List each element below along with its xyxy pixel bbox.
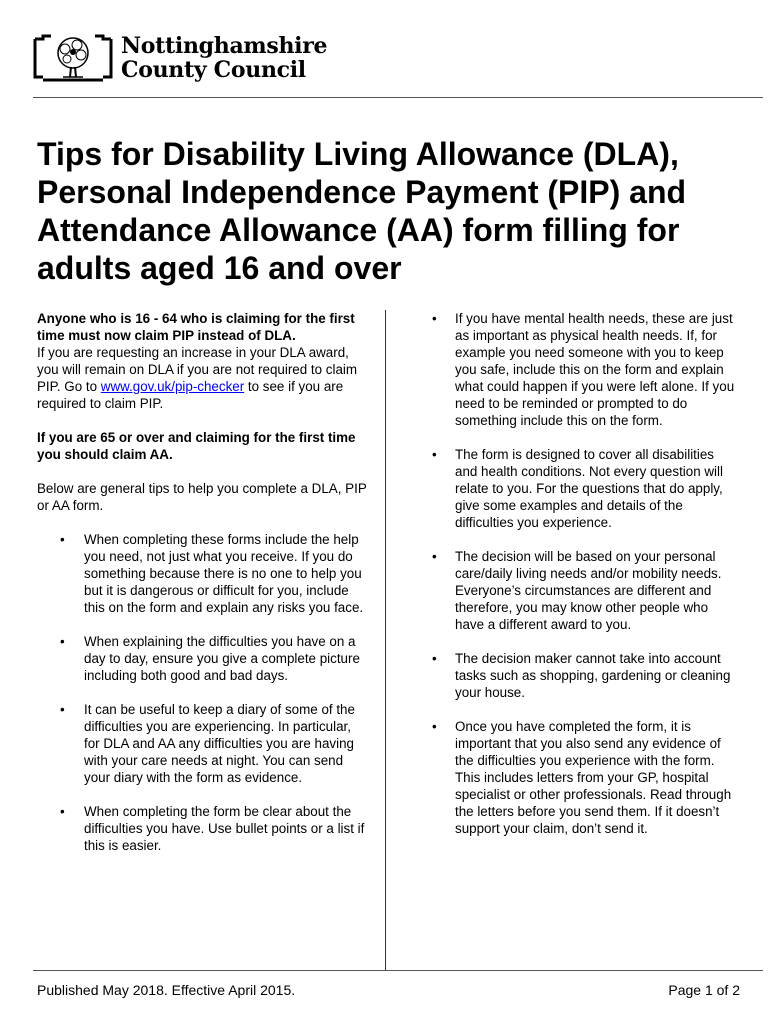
list-item: • Once you have completed the form, it is important that you also send any evidence of the difficulties you experience with the form. This includes letters from your GP, hospital specialist or other professionals. Read through the letters before you send them. If it doesn’t support your claim, don’t send it. bbox=[428, 718, 738, 837]
list-item: • When explaining the difficulties you have on a day to day, ensure you give a complete picture including both good and bad days. bbox=[37, 633, 367, 684]
org-name-line-1: Nottinghamshire bbox=[121, 33, 328, 59]
organisation-name bbox=[121, 34, 327, 82]
pip-eligibility-notice: Anyone who is 16 - 64 who is claiming for the first time must now claim PIP instead of DLA. bbox=[37, 311, 355, 343]
oak-tree-logo-icon bbox=[33, 33, 113, 83]
dla-increase-paragraph bbox=[37, 344, 367, 412]
header bbox=[33, 33, 761, 93]
pip-checker-link[interactable]: www.gov.uk/pip-checker bbox=[100, 379, 245, 394]
footer-divider bbox=[33, 970, 763, 971]
list-item: • It can be useful to keep a diary of some of the difficulties you are experiencing. In particular, for DLA and AA any difficulties you are having with your care needs at night. You can send your diary with the form as evidence. bbox=[37, 701, 367, 786]
right-column bbox=[428, 310, 738, 854]
aa-eligibility-notice: If you are 65 or over and claiming for the first time you should claim AA. bbox=[37, 430, 356, 462]
general-tips-intro: Below are general tips to help you complete a DLA, PIP or AA form. bbox=[37, 481, 367, 513]
header-divider bbox=[33, 97, 763, 98]
list-item: • The form is designed to cover all disabilities and health conditions. Not every question will relate to you. For the questions that do apply, give some examples and details of the difficulties you experience. bbox=[428, 446, 738, 531]
document-title: Tips for Disability Living Allowance (DLA), Personal Independence Payment (PIP) and Attendance Allowance (AA) form filling for adults aged 16 and over bbox=[37, 136, 687, 286]
list-item: • When completing the form be clear about the difficulties you have. Use bullet points or a list if this is easier. bbox=[37, 803, 367, 854]
column-divider bbox=[385, 310, 386, 970]
list-item: • When completing these forms include the help you need, not just what you receive. If you do something because there is no one to help you but it is dangerous or difficult for you, include this on the form and explain any risks you face. bbox=[37, 531, 367, 616]
list-item: • The decision will be based on your personal care/daily living needs and/or mobility needs. Everyone’s circumstances are different and therefore, you may know other people who have a different award to you. bbox=[428, 548, 738, 633]
dla-increase-text: If you are requesting an increase in your DLA award, you will remain on DLA if you are not required to claim PIP. Go to bbox=[37, 345, 358, 394]
right-tips-list bbox=[428, 310, 738, 837]
page-number: Page 1 of 2 bbox=[668, 982, 740, 998]
org-name-line-2: County Council bbox=[121, 57, 306, 83]
publication-date: Published May 2018. Effective April 2015. bbox=[37, 982, 296, 998]
left-column bbox=[37, 310, 367, 871]
left-tips-list bbox=[37, 531, 367, 854]
list-item: • If you have mental health needs, these are just as important as physical health needs. If, for example you need someone with you to keep you safe, include this on the form and explain what could happen if you were left alone. If you need to be reminded or prompted to do something include this on the form. bbox=[428, 310, 738, 429]
list-item: • The decision maker cannot take into account tasks such as shopping, gardening or cleaning your house. bbox=[428, 650, 738, 701]
dla-increase-text-end: to see if you are required to claim PIP. bbox=[37, 379, 344, 411]
